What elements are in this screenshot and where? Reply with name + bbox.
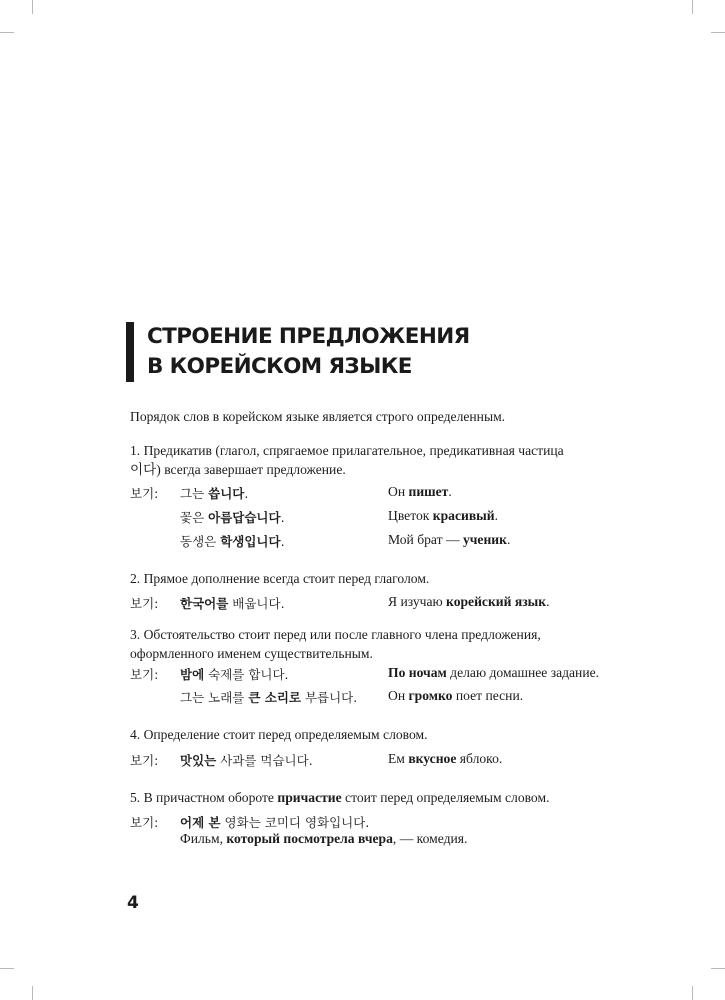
korean-sentence: 맛있는 사과를 먹습니다.: [180, 753, 313, 768]
crop-mark: [692, 0, 693, 14]
rule-4-example-1: [130, 751, 630, 771]
rule-1-example-1: [130, 484, 630, 504]
korean-sentence: 어제 본 영화는 코미디 영화입니다.: [180, 815, 370, 830]
crop-mark: [0, 968, 14, 969]
rule-3-example-2: [130, 688, 630, 708]
rule-5-example-1-translation: [130, 831, 630, 851]
example-label: 보기:: [130, 753, 159, 768]
rule-2-line-1: 2. Прямое дополнение всегда стоит перед глаголом.: [130, 571, 430, 586]
russian-translation: По ночам делаю домашнее задание.: [388, 665, 600, 680]
intro-paragraph: Порядок слов в корейском языке является строго определенным.: [130, 409, 506, 424]
example-label: 보기:: [130, 815, 159, 830]
rule-1-line-1: 1. Предикатив (глагол, спрягаемое прилагательное, предикативная частица: [130, 443, 564, 458]
russian-translation: Он громко поет песни.: [388, 688, 524, 703]
rule-3-line-1: 3. Обстоятельство стоит перед или после главного члена предложения,: [130, 627, 541, 642]
korean-sentence: 동생은 학생입니다.: [180, 534, 285, 549]
russian-translation: Он пишет.: [388, 484, 452, 499]
rule-1-example-3: [130, 532, 630, 552]
russian-translation: Мой брат — ученик.: [388, 532, 511, 547]
rule-3-line-2: оформленного именем существительным.: [130, 645, 373, 661]
page-number: 4: [127, 893, 139, 913]
example-label: 보기:: [130, 667, 159, 682]
rule-4-line-1: 4. Определение стоит перед определяемым словом.: [130, 727, 428, 742]
section-title-line-2: В КОРЕЙСКОМ ЯЗЫКЕ: [147, 354, 412, 379]
korean-sentence: 그는 노래를 큰 소리로 부릅니다.: [180, 690, 358, 705]
rule-1-example-2: [130, 508, 630, 528]
russian-translation: Цветок красивый.: [388, 508, 499, 523]
russian-translation: Я изучаю корейский язык.: [388, 594, 550, 609]
example-label: 보기:: [130, 596, 159, 611]
russian-translation: Фильм, который посмотрела вчера, — комедия.: [180, 831, 468, 846]
russian-translation: Ем вкусное яблоко.: [388, 751, 503, 766]
crop-mark: [711, 32, 725, 33]
rule-5-line-1: 5. В причастном обороте причастие стоит перед определяемым словом.: [130, 790, 550, 805]
section-title: [126, 322, 470, 382]
crop-mark: [0, 32, 14, 33]
korean-sentence: 밤에 숙제를 합니다.: [180, 667, 289, 682]
section-title-line-1: СТРОЕНИЕ ПРЕДЛОЖЕНИЯ: [147, 324, 470, 349]
crop-mark: [711, 968, 725, 969]
crop-mark: [32, 986, 33, 1000]
korean-sentence: 꽃은 아름답습니다.: [180, 510, 285, 525]
korean-sentence: 한국어를 배웁니다.: [180, 596, 285, 611]
crop-mark: [32, 0, 33, 14]
rule-2-example-1: [130, 594, 630, 614]
crop-mark: [692, 986, 693, 1000]
rule-1: [130, 442, 620, 479]
rule-1-line-2: 이다) всегда завершает предложение.: [130, 461, 346, 477]
rule-5-example-1: [130, 813, 630, 833]
rule-3: [130, 626, 620, 663]
rule-3-example-1: [130, 665, 630, 685]
korean-sentence: 그는 씁니다.: [180, 486, 249, 501]
example-label: 보기:: [130, 486, 159, 501]
rule-4: [130, 726, 620, 745]
rule-2: [130, 570, 620, 589]
rule-5: [130, 789, 620, 808]
